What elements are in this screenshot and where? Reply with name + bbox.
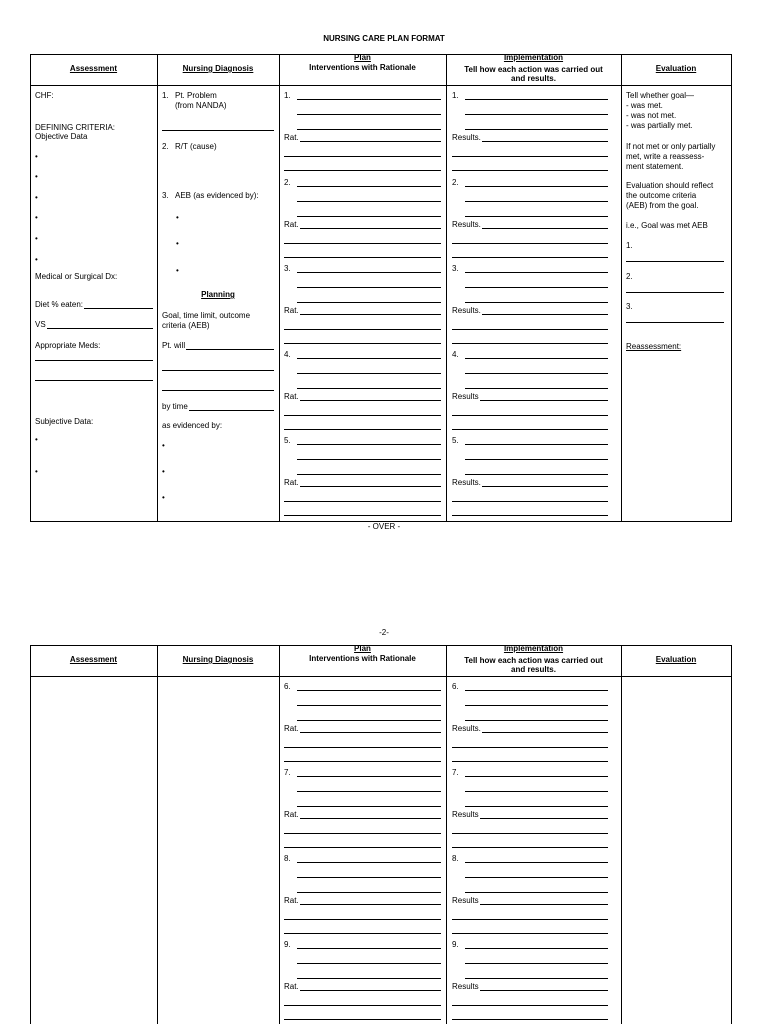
fill-in-line [297,436,441,445]
evaluation-item-number: 2. [626,272,633,281]
diagnosis-item-number: 2. [162,142,169,151]
rationale-row [284,982,441,991]
rationale-row [284,478,441,487]
evaluation-item-number: 1. [626,241,633,250]
evaluation-instructions: - was met. [626,101,663,110]
results-label: Results. [452,724,481,733]
fill-in-line [297,114,441,115]
implementation-subheader: and results. [511,665,556,674]
results-label: Results [452,896,479,905]
evaluation-instructions: Tell whether goal— [626,91,695,100]
fill-in-line [465,287,608,288]
fill-in-line [465,682,608,691]
fill-in-line [284,329,441,330]
results-label: Results. [452,478,481,487]
implementation-header: Implementation [503,53,564,62]
fill-in-line [452,1019,608,1020]
fill-in-line [284,1019,441,1020]
rationale-label: Rat. [284,392,299,401]
fill-in-line [284,833,441,834]
bullet-point: • [35,467,38,476]
fill-in-line [452,243,608,244]
fill-in-line [300,724,441,733]
by-time-label: by time [162,402,188,411]
evaluation-instructions: ment statement. [626,162,684,171]
bullet-point: • [162,493,165,502]
fill-in-line [465,963,608,964]
rationale-row [284,896,441,905]
column-divider [621,645,622,1024]
results-row [452,220,608,229]
evaluation-instructions: - was not met. [626,111,677,120]
page-number: -2- [379,628,389,637]
results-row [452,982,608,991]
plan-header: Plan [354,644,371,653]
intervention-entry-number: 1. [284,91,291,100]
fill-in-line [284,1005,441,1006]
fill-in-line [297,963,441,964]
evaluation-header: Evaluation [655,64,697,73]
fill-in-line [452,919,608,920]
fill-in-line [452,257,608,258]
bullet-point: • [35,152,38,161]
fill-in-line [297,350,441,359]
plan-subheader: Interventions with Rationale [309,654,416,663]
implementation-entry-row [452,91,608,100]
rationale-row [284,220,441,229]
bullet-point: • [35,172,38,181]
bullet-point: • [176,266,179,275]
fill-in-line [465,720,608,721]
fill-in-line [452,343,608,344]
bullet-point: • [35,255,38,264]
fill-in-line [284,156,441,157]
fill-in-line [482,306,608,315]
goal-instructions: criteria (AEB) [162,321,210,330]
fill-in-line [452,156,608,157]
bullet-point: • [162,441,165,450]
fill-in-line [300,896,441,905]
fill-in-line [482,133,608,142]
implementation-entry-row [452,264,608,273]
rationale-label: Rat. [284,896,299,905]
fill-in-line [84,300,153,309]
by-time-row [162,402,274,411]
fill-in-line [300,982,441,991]
intervention-entry-row [284,178,441,187]
fill-in-line [465,806,608,807]
column-divider [446,54,447,521]
implementation-entry-row [452,436,608,445]
pt-will-row [162,341,274,350]
bullet-point: • [176,213,179,222]
fill-in-line [186,341,274,350]
subjective-data-label: Subjective Data: [35,417,94,426]
results-label: Results [452,810,479,819]
fill-in-line [626,292,724,293]
fill-in-line [284,761,441,762]
intervention-entry-number: 3. [284,264,291,273]
bullet-point: • [35,193,38,202]
fill-in-line [162,130,274,131]
fill-in-line [189,402,274,411]
diagnosis-header: Nursing Diagnosis [182,64,254,73]
fill-in-line [300,133,441,142]
diet-row [35,300,153,309]
fill-in-line [465,201,608,202]
fill-in-line [35,380,153,381]
implementation-header: Implementation [503,644,564,653]
document-title: NURSING CARE PLAN FORMAT [323,34,445,43]
fill-in-line [465,978,608,979]
fill-in-line [465,940,608,949]
fill-in-line [284,501,441,502]
results-label: Results. [452,133,481,142]
fill-in-line [284,257,441,258]
fill-in-line [300,810,441,819]
evaluation-header: Evaluation [655,655,697,664]
intervention-entry-number: 2. [284,178,291,187]
implementation-entry-number: 8. [452,854,459,863]
implementation-entry-number: 1. [452,91,459,100]
column-divider [157,645,158,1024]
fill-in-line [452,170,608,171]
fill-in-line [297,791,441,792]
fill-in-line [465,91,608,100]
fill-in-line [300,478,441,487]
vital-signs-label: VS [35,320,46,329]
aeb-label: AEB (as evidenced by): [175,191,259,200]
header-divider [30,676,731,677]
fill-in-line [297,892,441,893]
rationale-row [284,306,441,315]
fill-in-line [297,287,441,288]
intervention-entry-number: 9. [284,940,291,949]
fill-in-line [626,322,724,323]
intervention-entry-row [284,91,441,100]
column-divider [446,645,447,1024]
fill-in-line [452,429,608,430]
fill-in-line [297,854,441,863]
intervention-entry-number: 4. [284,350,291,359]
implementation-entry-number: 2. [452,178,459,187]
goal-instructions: Goal, time limit, outcome [162,311,251,320]
fill-in-line [465,129,608,130]
fill-in-line [452,515,608,516]
results-row [452,392,608,401]
vital-signs-row [35,320,153,329]
rationale-row [284,810,441,819]
results-label: Results. [452,306,481,315]
rationale-label: Rat. [284,478,299,487]
fill-in-line [297,264,441,273]
column-divider [157,54,158,521]
fill-in-line [284,515,441,516]
fill-in-line [162,370,274,371]
fill-in-line [465,705,608,706]
implementation-entry-number: 9. [452,940,459,949]
fill-in-line [465,302,608,303]
fill-in-line [465,436,608,445]
fill-in-line [297,768,441,777]
results-label: Results. [452,220,481,229]
fill-in-line [452,329,608,330]
fill-in-line [452,501,608,502]
assessment-header: Assessment [69,655,118,664]
results-label: Results [452,982,479,991]
fill-in-line [162,390,274,391]
fill-in-line [465,114,608,115]
implementation-entry-number: 4. [452,350,459,359]
chf-label: CHF: [35,91,54,100]
fill-in-line [297,388,441,389]
fill-in-line [452,833,608,834]
rationale-row [284,392,441,401]
intervention-entry-number: 8. [284,854,291,863]
implementation-entry-row [452,682,608,691]
fill-in-line [284,243,441,244]
fill-in-line [297,459,441,460]
implementation-entry-number: 3. [452,264,459,273]
fill-in-line [297,806,441,807]
fill-in-line [284,933,441,934]
planning-heading: Planning [201,290,235,299]
implementation-entry-row [452,768,608,777]
fill-in-line [284,919,441,920]
fill-in-line [626,261,724,262]
rationale-row [284,133,441,142]
results-row [452,724,608,733]
column-divider [279,54,280,521]
intervention-entry-row [284,768,441,777]
diagnosis-header: Nursing Diagnosis [182,655,254,664]
evaluation-instructions: Evaluation should reflect [626,181,714,190]
fill-in-line [297,720,441,721]
fill-in-line [300,306,441,315]
fill-in-line [482,220,608,229]
evidenced-by-label: as evidenced by: [162,421,223,430]
rationale-label: Rat. [284,724,299,733]
results-row [452,133,608,142]
results-label: Results [452,392,479,401]
plan-subheader: Interventions with Rationale [309,63,416,72]
bullet-point: • [35,435,38,444]
intervention-entry-row [284,854,441,863]
fill-in-line [452,933,608,934]
fill-in-line [465,854,608,863]
fill-in-line [465,768,608,777]
implementation-entry-row [452,178,608,187]
fill-in-line [47,320,153,329]
intervention-entry-number: 7. [284,768,291,777]
page-footer: - OVER - [367,522,401,531]
fill-in-line [465,791,608,792]
fill-in-line [300,220,441,229]
diagnosis-item-number: 1. [162,91,169,100]
fill-in-line [284,343,441,344]
fill-in-line [465,877,608,878]
fill-in-line [465,373,608,374]
fill-in-line [465,474,608,475]
care-plan-table-page2 [30,645,732,1024]
medical-dx-label: Medical or Surgical Dx: [35,272,118,281]
implementation-entry-number: 6. [452,682,459,691]
fill-in-line [452,1005,608,1006]
rationale-label: Rat. [284,133,299,142]
fill-in-line [452,847,608,848]
implementation-subheader: Tell how each action was carried out [464,656,603,665]
results-row [452,478,608,487]
implementation-subheader: Tell how each action was carried out [464,65,603,74]
fill-in-line [297,474,441,475]
fill-in-line [297,216,441,217]
defining-criteria-label: DEFINING CRITERIA: [35,123,116,132]
fill-in-line [297,129,441,130]
pt-will-label: Pt. will [162,341,186,350]
bullet-point: • [176,239,179,248]
fill-in-line [465,892,608,893]
fill-in-line [452,747,608,748]
fill-in-line [297,373,441,374]
fill-in-line [465,264,608,273]
fill-in-line [297,201,441,202]
results-row [452,810,608,819]
reassessment-label: Reassessment: [626,342,682,351]
bullet-point: • [162,467,165,476]
results-row [452,306,608,315]
meds-label: Appropriate Meds: [35,341,101,350]
intervention-entry-number: 6. [284,682,291,691]
fill-in-line [35,360,153,361]
bullet-point: • [35,213,38,222]
implementation-entry-row [452,350,608,359]
intervention-entry-row [284,940,441,949]
implementation-entry-number: 5. [452,436,459,445]
fill-in-line [465,350,608,359]
results-row [452,896,608,905]
fill-in-line [284,170,441,171]
rationale-label: Rat. [284,306,299,315]
intervention-entry-row [284,682,441,691]
diagnosis-item-number: 3. [162,191,169,200]
fill-in-line [465,216,608,217]
evaluation-instructions: (AEB) from the goal. [626,201,699,210]
implementation-subheader: and results. [511,74,556,83]
plan-header: Plan [354,53,371,62]
fill-in-line [284,847,441,848]
pt-problem-label: Pt. Problem [175,91,217,100]
evaluation-example: i.e., Goal was met AEB [626,221,708,230]
fill-in-line [452,761,608,762]
fill-in-line [300,392,441,401]
fill-in-line [297,877,441,878]
intervention-entry-row [284,264,441,273]
fill-in-line [297,940,441,949]
evaluation-item-number: 3. [626,302,633,311]
fill-in-line [480,810,608,819]
evaluation-instructions: - was partially met. [626,121,693,130]
evaluation-instructions: the outcome criteria [626,191,697,200]
fill-in-line [480,896,608,905]
column-divider [621,54,622,521]
intervention-entry-row [284,436,441,445]
bullet-point: • [35,234,38,243]
fill-in-line [480,982,608,991]
fill-in-line [482,478,608,487]
fill-in-line [284,415,441,416]
column-divider [279,645,280,1024]
fill-in-line [297,705,441,706]
diet-label: Diet % eaten: [35,300,84,309]
rationale-label: Rat. [284,810,299,819]
fill-in-line [480,392,608,401]
fill-in-line [465,178,608,187]
fill-in-line [297,178,441,187]
fill-in-line [465,388,608,389]
assessment-header: Assessment [69,64,118,73]
implementation-entry-row [452,854,608,863]
evaluation-instructions: If not met or only partially [626,142,716,151]
intervention-entry-row [284,350,441,359]
fill-in-line [297,302,441,303]
intervention-entry-number: 5. [284,436,291,445]
objective-data-label: Objective Data [35,132,88,141]
fill-in-line [284,429,441,430]
fill-in-line [452,415,608,416]
fill-in-line [297,978,441,979]
implementation-entry-number: 7. [452,768,459,777]
fill-in-line [297,91,441,100]
rationale-label: Rat. [284,220,299,229]
nanda-note: (from NANDA) [175,101,227,110]
evaluation-instructions: met, write a reassess- [626,152,705,161]
fill-in-line [284,747,441,748]
fill-in-line [297,682,441,691]
fill-in-line [465,459,608,460]
fill-in-line [482,724,608,733]
rationale-label: Rat. [284,982,299,991]
rationale-row [284,724,441,733]
header-divider [30,85,731,86]
cause-label: R/T (cause) [175,142,217,151]
implementation-entry-row [452,940,608,949]
